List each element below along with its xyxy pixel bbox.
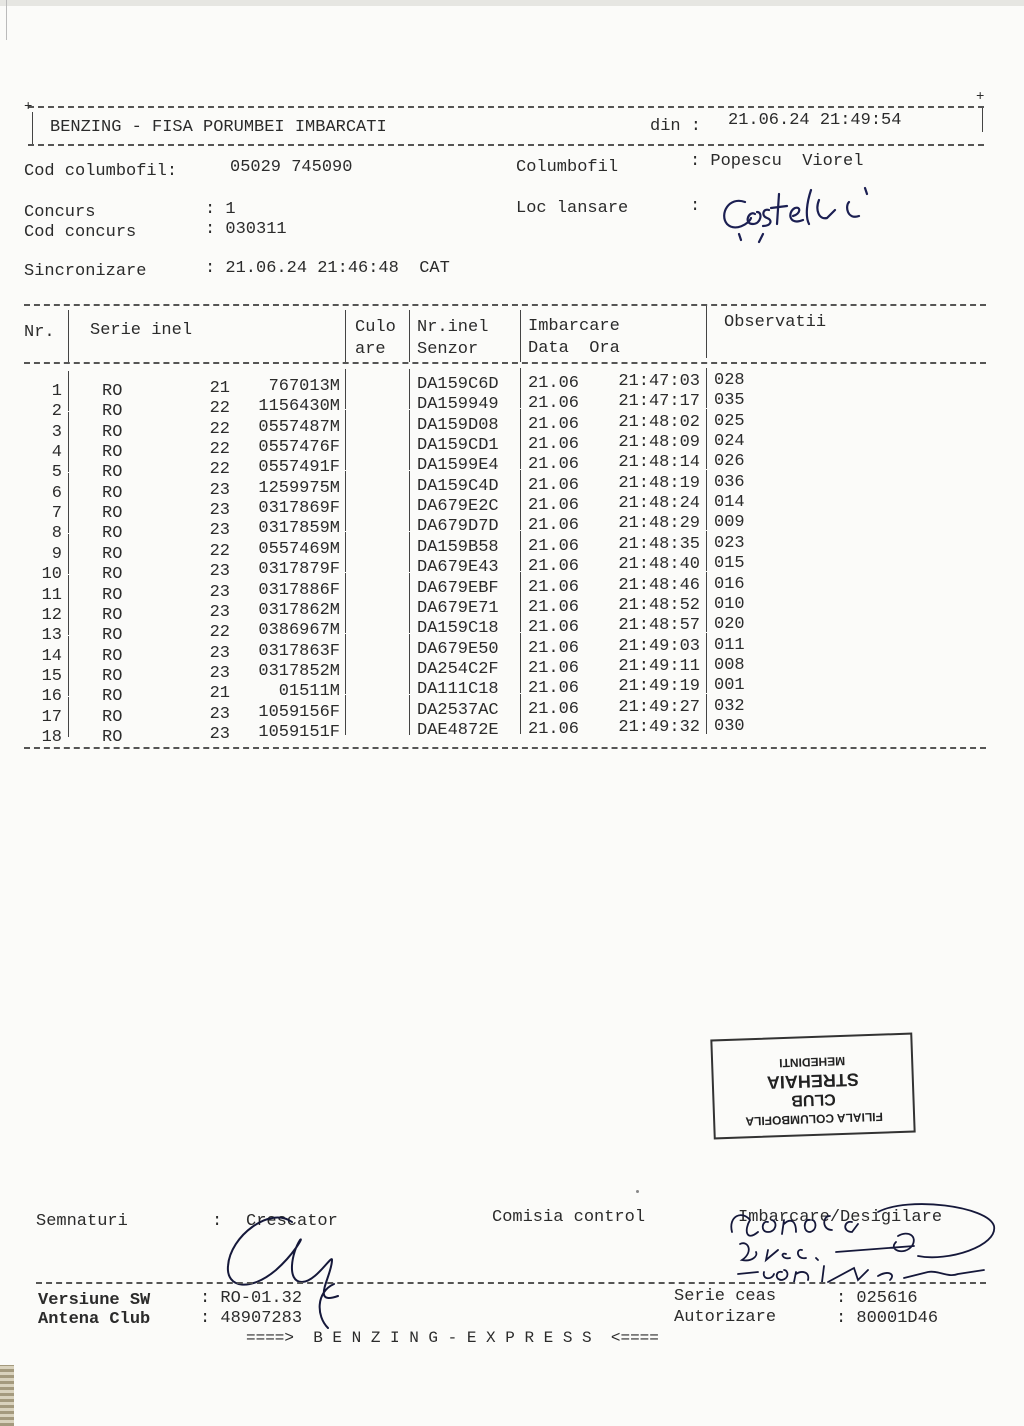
cell-sensor: DA159B58 bbox=[417, 538, 499, 557]
cell-date: 21.06 bbox=[528, 557, 580, 576]
sincronizare-label: Sincronizare bbox=[24, 262, 147, 281]
cell-nr: 8 bbox=[51, 524, 62, 543]
antena-label: Antena Club bbox=[38, 1310, 151, 1329]
cell-country: RO bbox=[102, 687, 123, 706]
row-divider bbox=[520, 510, 521, 530]
cell-time: 21:49:27 bbox=[618, 698, 700, 717]
row-divider bbox=[68, 513, 69, 533]
row-divider bbox=[345, 511, 346, 531]
row-divider bbox=[409, 511, 410, 531]
col-header-nr: Nr. bbox=[24, 323, 55, 342]
row-divider bbox=[345, 450, 346, 470]
cell-ring: 0386967M bbox=[258, 621, 340, 640]
cell-ring: 0317886F bbox=[258, 581, 340, 600]
row-divider bbox=[520, 449, 521, 469]
cell-year: 22 bbox=[209, 460, 230, 479]
row-divider bbox=[68, 575, 69, 595]
row-divider bbox=[520, 490, 521, 510]
cell-country: RO bbox=[102, 728, 123, 747]
row-divider bbox=[706, 388, 707, 408]
cell-country: RO bbox=[102, 443, 123, 462]
row-divider bbox=[520, 612, 521, 632]
col-header-culoare-1: Culo bbox=[355, 318, 396, 337]
col-header-serie-inel: Serie inel bbox=[90, 321, 193, 340]
cell-nr: 15 bbox=[41, 667, 62, 686]
cell-obs: 016 bbox=[714, 575, 745, 594]
cell-sensor: DA159CD1 bbox=[417, 436, 499, 455]
cell-time: 21:48:14 bbox=[618, 453, 700, 472]
cell-year: 23 bbox=[209, 603, 230, 622]
cell-date: 21.06 bbox=[528, 598, 580, 617]
row-divider bbox=[345, 532, 346, 552]
row-divider bbox=[520, 633, 521, 653]
cell-sensor: DA159C4D bbox=[417, 477, 499, 496]
row-divider bbox=[345, 410, 346, 430]
cell-ring: 0317863F bbox=[258, 642, 340, 661]
cell-obs: 024 bbox=[714, 432, 745, 451]
cell-nr: 14 bbox=[41, 647, 62, 666]
row-divider bbox=[68, 595, 69, 615]
serie-ceas-value: : 025616 bbox=[836, 1289, 918, 1308]
cell-date: 21.06 bbox=[528, 679, 580, 698]
row-divider bbox=[706, 572, 707, 592]
cell-time: 21:48:02 bbox=[618, 413, 700, 432]
columbofil-value: : Popescu Viorel bbox=[690, 152, 864, 171]
header-top-border bbox=[28, 106, 984, 108]
cell-date: 21.06 bbox=[528, 374, 580, 393]
cell-ring: 0557491F bbox=[258, 458, 340, 477]
row-divider bbox=[409, 369, 410, 389]
cell-date: 21.06 bbox=[528, 476, 580, 495]
cell-year: 22 bbox=[209, 420, 230, 439]
cell-sensor: DA159949 bbox=[417, 395, 499, 414]
imbarcare-label: Imbarcare/Desigilare bbox=[738, 1208, 943, 1227]
row-divider bbox=[345, 634, 346, 654]
cell-nr: 11 bbox=[41, 586, 62, 605]
row-divider bbox=[409, 491, 410, 511]
row-divider bbox=[520, 592, 521, 612]
cell-ring: 0317859M bbox=[258, 519, 340, 538]
row-divider bbox=[345, 674, 346, 694]
cell-sensor: DA1599E4 bbox=[417, 456, 499, 475]
cell-obs: 035 bbox=[714, 391, 745, 410]
cell-time: 21:47:17 bbox=[618, 392, 700, 411]
cell-nr: 9 bbox=[51, 545, 62, 564]
col-divider bbox=[706, 306, 707, 358]
row-divider bbox=[68, 554, 69, 574]
row-divider bbox=[68, 473, 69, 493]
loc-lansare-sep: : bbox=[690, 197, 701, 216]
row-divider bbox=[68, 452, 69, 472]
col-header-observatii: Observatii bbox=[724, 313, 827, 332]
row-divider bbox=[68, 412, 69, 432]
cell-country: RO bbox=[102, 626, 123, 645]
cod-columbofil-label: Cod columbofil: bbox=[24, 162, 178, 181]
cell-year: 23 bbox=[209, 644, 230, 663]
row-divider bbox=[345, 430, 346, 450]
cell-ring: 0557487M bbox=[258, 418, 340, 437]
row-divider bbox=[345, 613, 346, 633]
row-divider bbox=[706, 653, 707, 673]
concurs-value: : 1 bbox=[205, 200, 236, 219]
row-divider bbox=[520, 409, 521, 429]
corner-plus: + bbox=[24, 99, 33, 115]
cell-time: 21:48:09 bbox=[618, 433, 700, 452]
row-divider bbox=[409, 715, 410, 735]
row-divider bbox=[520, 368, 521, 388]
stamp-line-4: MEHEDINTI bbox=[778, 1053, 846, 1071]
cell-nr: 1 bbox=[51, 382, 62, 401]
col-divider bbox=[345, 310, 346, 362]
versiune-value: : RO-01.32 bbox=[200, 1289, 303, 1308]
row-divider bbox=[409, 471, 410, 491]
row-divider bbox=[706, 673, 707, 693]
cell-ring: 1059151F bbox=[258, 723, 340, 742]
cell-time: 21:49:03 bbox=[618, 637, 700, 656]
cell-obs: 001 bbox=[714, 676, 745, 695]
row-divider bbox=[409, 593, 410, 613]
row-divider bbox=[409, 654, 410, 674]
row-divider bbox=[68, 636, 69, 656]
cell-country: RO bbox=[102, 545, 123, 564]
cell-date: 21.06 bbox=[528, 537, 580, 556]
cell-sensor: DA2537AC bbox=[417, 701, 499, 720]
row-divider bbox=[409, 634, 410, 654]
row-divider bbox=[706, 551, 707, 571]
cell-sensor: DA159C18 bbox=[417, 619, 499, 638]
stamp-line-2: CLUB bbox=[790, 1090, 836, 1109]
row-divider bbox=[345, 491, 346, 511]
col-divider bbox=[520, 310, 521, 362]
cell-country: RO bbox=[102, 708, 123, 727]
cod-concurs-value: : 030311 bbox=[205, 220, 287, 239]
cell-ring: 0317869F bbox=[258, 499, 340, 518]
cell-sensor: DA679E2C bbox=[417, 497, 499, 516]
cell-nr: 5 bbox=[51, 463, 62, 482]
cell-year: 22 bbox=[209, 623, 230, 642]
row-divider bbox=[409, 573, 410, 593]
row-divider bbox=[409, 613, 410, 633]
cell-obs: 014 bbox=[714, 493, 745, 512]
columbofil-label: Columbofil bbox=[516, 158, 619, 177]
row-divider bbox=[409, 430, 410, 450]
cell-year: 23 bbox=[209, 481, 230, 500]
cell-year: 23 bbox=[209, 521, 230, 540]
cell-nr: 2 bbox=[51, 402, 62, 421]
row-divider bbox=[706, 429, 707, 449]
cell-ring: 0557469M bbox=[258, 540, 340, 559]
cell-country: RO bbox=[102, 667, 123, 686]
row-divider bbox=[345, 369, 346, 389]
cell-obs: 036 bbox=[714, 473, 745, 492]
cell-ring: 0317879F bbox=[258, 560, 340, 579]
row-divider bbox=[68, 432, 69, 452]
dust-speck bbox=[636, 1190, 639, 1193]
cell-ring: 0317852M bbox=[258, 662, 340, 681]
row-divider bbox=[706, 490, 707, 510]
col-header-imbarcare-1: Imbarcare bbox=[528, 317, 620, 336]
cell-country: RO bbox=[102, 423, 123, 442]
cell-country: RO bbox=[102, 382, 123, 401]
col-header-nrinel-2: Senzor bbox=[417, 340, 479, 359]
row-divider bbox=[345, 593, 346, 613]
cell-obs: 011 bbox=[714, 636, 745, 655]
row-divider bbox=[409, 389, 410, 409]
cell-nr: 6 bbox=[51, 484, 62, 503]
concurs-label: Concurs bbox=[24, 203, 96, 222]
cell-year: 21 bbox=[209, 379, 230, 398]
cell-year: 23 bbox=[209, 562, 230, 581]
row-divider bbox=[345, 552, 346, 572]
loc-lansare-label: Loc lansare bbox=[516, 199, 629, 218]
row-divider bbox=[68, 493, 69, 513]
serie-ceas-label: Serie ceas bbox=[674, 1287, 777, 1306]
cell-obs: 009 bbox=[714, 513, 745, 532]
header-right-border bbox=[982, 108, 983, 132]
cell-year: 23 bbox=[209, 664, 230, 683]
row-divider bbox=[409, 450, 410, 470]
cell-date: 21.06 bbox=[528, 720, 580, 739]
cell-date: 21.06 bbox=[528, 435, 580, 454]
cell-obs: 023 bbox=[714, 534, 745, 553]
cell-time: 21:47:03 bbox=[618, 372, 700, 391]
cell-sensor: DA679E71 bbox=[417, 599, 499, 618]
row-divider bbox=[520, 470, 521, 490]
semnaturi-label: Semnaturi bbox=[36, 1212, 128, 1231]
cell-nr: 18 bbox=[41, 728, 62, 747]
loc-lansare-handwriting bbox=[715, 180, 885, 246]
cell-ring: 1059156F bbox=[258, 703, 340, 722]
cell-ring: 1259975M bbox=[258, 479, 340, 498]
cell-country: RO bbox=[102, 463, 123, 482]
cell-time: 21:48:40 bbox=[618, 555, 700, 574]
cod-concurs-label: Cod concurs bbox=[24, 223, 137, 242]
cell-year: 22 bbox=[209, 399, 230, 418]
cell-sensor: DA159C6D bbox=[417, 375, 499, 394]
row-divider bbox=[345, 654, 346, 674]
cell-year: 23 bbox=[209, 501, 230, 520]
cell-obs: 020 bbox=[714, 615, 745, 634]
row-divider bbox=[520, 673, 521, 693]
cell-time: 21:48:57 bbox=[618, 616, 700, 635]
row-divider bbox=[345, 573, 346, 593]
cell-sensor: DA679D7D bbox=[417, 517, 499, 536]
cell-obs: 015 bbox=[714, 554, 745, 573]
row-divider bbox=[68, 697, 69, 717]
cell-year: 23 bbox=[209, 583, 230, 602]
row-divider bbox=[706, 368, 707, 388]
cell-year: 21 bbox=[209, 684, 230, 703]
cell-nr: 16 bbox=[41, 687, 62, 706]
cell-time: 21:49:11 bbox=[618, 657, 700, 676]
cell-nr: 4 bbox=[51, 443, 62, 462]
cell-country: RO bbox=[102, 524, 123, 543]
col-divider bbox=[409, 310, 410, 362]
row-divider bbox=[706, 633, 707, 653]
cell-sensor: DA679EBF bbox=[417, 579, 499, 598]
cell-sensor: DAE4872E bbox=[417, 721, 499, 740]
cell-date: 21.06 bbox=[528, 618, 580, 637]
cell-time: 21:48:29 bbox=[618, 514, 700, 533]
cell-nr: 3 bbox=[51, 423, 62, 442]
sincronizare-value: : 21.06.24 21:46:48 CAT bbox=[205, 259, 450, 278]
cell-ring: 1156430M bbox=[258, 397, 340, 416]
cell-time: 21:48:52 bbox=[618, 596, 700, 615]
table-bottom-border bbox=[24, 747, 986, 749]
row-divider bbox=[68, 717, 69, 737]
cell-country: RO bbox=[102, 504, 123, 523]
cell-date: 21.06 bbox=[528, 639, 580, 658]
cell-date: 21.06 bbox=[528, 394, 580, 413]
header-bottom-border bbox=[28, 144, 984, 146]
col-header-imbarcare-2: Data Ora bbox=[528, 339, 620, 358]
row-divider bbox=[706, 531, 707, 551]
row-divider bbox=[409, 674, 410, 694]
row-divider bbox=[409, 695, 410, 715]
col-header-nrinel-1: Nr.inel bbox=[417, 318, 489, 337]
cell-sensor: DA254C2F bbox=[417, 660, 499, 679]
table-header-bottom-border bbox=[24, 362, 986, 364]
cell-date: 21.06 bbox=[528, 659, 580, 678]
cell-country: RO bbox=[102, 586, 123, 605]
cell-date: 21.06 bbox=[528, 455, 580, 474]
cell-time: 21:48:19 bbox=[618, 474, 700, 493]
cell-obs: 032 bbox=[714, 697, 745, 716]
row-divider bbox=[409, 532, 410, 552]
row-divider bbox=[520, 694, 521, 714]
cell-sensor: DA159D08 bbox=[417, 416, 499, 435]
cell-obs: 026 bbox=[714, 452, 745, 471]
row-divider bbox=[520, 653, 521, 673]
cell-time: 21:48:46 bbox=[618, 576, 700, 595]
cell-date: 21.06 bbox=[528, 516, 580, 535]
row-divider bbox=[68, 656, 69, 676]
cell-country: RO bbox=[102, 484, 123, 503]
row-divider bbox=[409, 410, 410, 430]
cell-time: 21:49:19 bbox=[618, 677, 700, 696]
cell-sensor: DA679E50 bbox=[417, 640, 499, 659]
col-divider bbox=[68, 310, 69, 362]
versiune-label: Versiune SW bbox=[38, 1291, 151, 1310]
col-header-culoare-2: are bbox=[355, 340, 386, 359]
club-stamp bbox=[710, 1033, 915, 1140]
cell-country: RO bbox=[102, 606, 123, 625]
row-divider bbox=[68, 391, 69, 411]
cell-date: 21.06 bbox=[528, 415, 580, 434]
stamp-line-3: STREHAIA bbox=[766, 1069, 860, 1093]
row-divider bbox=[345, 389, 346, 409]
date-label: din : bbox=[650, 117, 702, 136]
stamp-line-1: FILIALA COLUMBOFILA bbox=[745, 1109, 884, 1129]
cell-year: 23 bbox=[209, 705, 230, 724]
cell-country: RO bbox=[102, 402, 123, 421]
cell-country: RO bbox=[102, 647, 123, 666]
cell-time: 21:48:24 bbox=[618, 494, 700, 513]
cell-country: RO bbox=[102, 565, 123, 584]
cell-sensor: DA111C18 bbox=[417, 680, 499, 699]
row-divider bbox=[520, 531, 521, 551]
row-divider bbox=[706, 510, 707, 530]
cell-obs: 008 bbox=[714, 656, 745, 675]
row-divider bbox=[409, 552, 410, 572]
row-divider bbox=[706, 409, 707, 429]
row-divider bbox=[706, 592, 707, 612]
row-divider bbox=[345, 471, 346, 491]
page-title: BENZING - FISA PORUMBEI IMBARCATI bbox=[50, 118, 387, 137]
row-divider bbox=[345, 715, 346, 735]
row-divider bbox=[520, 714, 521, 734]
row-divider bbox=[68, 534, 69, 554]
cell-obs: 030 bbox=[714, 717, 745, 736]
commission-signatures bbox=[718, 1186, 1008, 1296]
row-divider bbox=[68, 615, 69, 635]
autorizare-label: Autorizare bbox=[674, 1308, 777, 1327]
cell-time: 21:49:32 bbox=[618, 718, 700, 737]
cell-year: 22 bbox=[209, 440, 230, 459]
cell-time: 21:48:35 bbox=[618, 535, 700, 554]
cod-columbofil-value: 05029 745090 bbox=[230, 158, 353, 177]
cell-obs: 025 bbox=[714, 412, 745, 431]
cell-date: 21.06 bbox=[528, 700, 580, 719]
row-divider bbox=[706, 694, 707, 714]
cell-year: 22 bbox=[209, 542, 230, 561]
cell-obs: 010 bbox=[714, 595, 745, 614]
cell-sensor: DA679E43 bbox=[417, 558, 499, 577]
cell-date: 21.06 bbox=[528, 578, 580, 597]
cell-ring: 01511M bbox=[278, 682, 340, 701]
row-divider bbox=[706, 470, 707, 490]
cell-year: 23 bbox=[209, 725, 230, 744]
row-divider bbox=[706, 449, 707, 469]
semnaturi-sep: : bbox=[212, 1212, 223, 1231]
row-divider bbox=[68, 676, 69, 696]
row-divider bbox=[345, 695, 346, 715]
autorizare-value: : 80001D46 bbox=[836, 1309, 939, 1328]
scan-edge bbox=[0, 0, 1024, 6]
header-left-border bbox=[32, 112, 33, 144]
row-divider bbox=[68, 371, 69, 391]
cell-nr: 7 bbox=[51, 504, 62, 523]
brand-footer: ====> B E N Z I N G - E X P R E S S <==== bbox=[246, 1329, 659, 1347]
cell-nr: 10 bbox=[41, 565, 62, 584]
cell-nr: 13 bbox=[41, 626, 62, 645]
cell-ring: 0557476F bbox=[258, 438, 340, 457]
antena-value: : 48907283 bbox=[200, 1309, 303, 1328]
scan-edge-artifact bbox=[0, 1365, 14, 1426]
row-divider bbox=[706, 612, 707, 632]
date-value: 21.06.24 21:49:54 bbox=[728, 111, 902, 130]
corner-plus: + bbox=[976, 89, 985, 105]
row-divider bbox=[520, 429, 521, 449]
crescator-label: Crescator bbox=[246, 1212, 338, 1231]
row-divider bbox=[520, 551, 521, 571]
cell-obs: 028 bbox=[714, 371, 745, 390]
cell-nr: 17 bbox=[41, 708, 62, 727]
footer-top-border bbox=[36, 1282, 986, 1284]
cell-date: 21.06 bbox=[528, 496, 580, 515]
row-divider bbox=[520, 572, 521, 592]
cell-nr: 12 bbox=[41, 606, 62, 625]
scan-edge-mark bbox=[6, 0, 7, 40]
row-divider bbox=[520, 388, 521, 408]
cell-ring: 767013M bbox=[268, 377, 340, 396]
table-top-border bbox=[24, 304, 986, 306]
row-divider bbox=[706, 714, 707, 734]
comisia-label: Comisia control bbox=[492, 1208, 646, 1227]
cell-ring: 0317862M bbox=[258, 601, 340, 620]
